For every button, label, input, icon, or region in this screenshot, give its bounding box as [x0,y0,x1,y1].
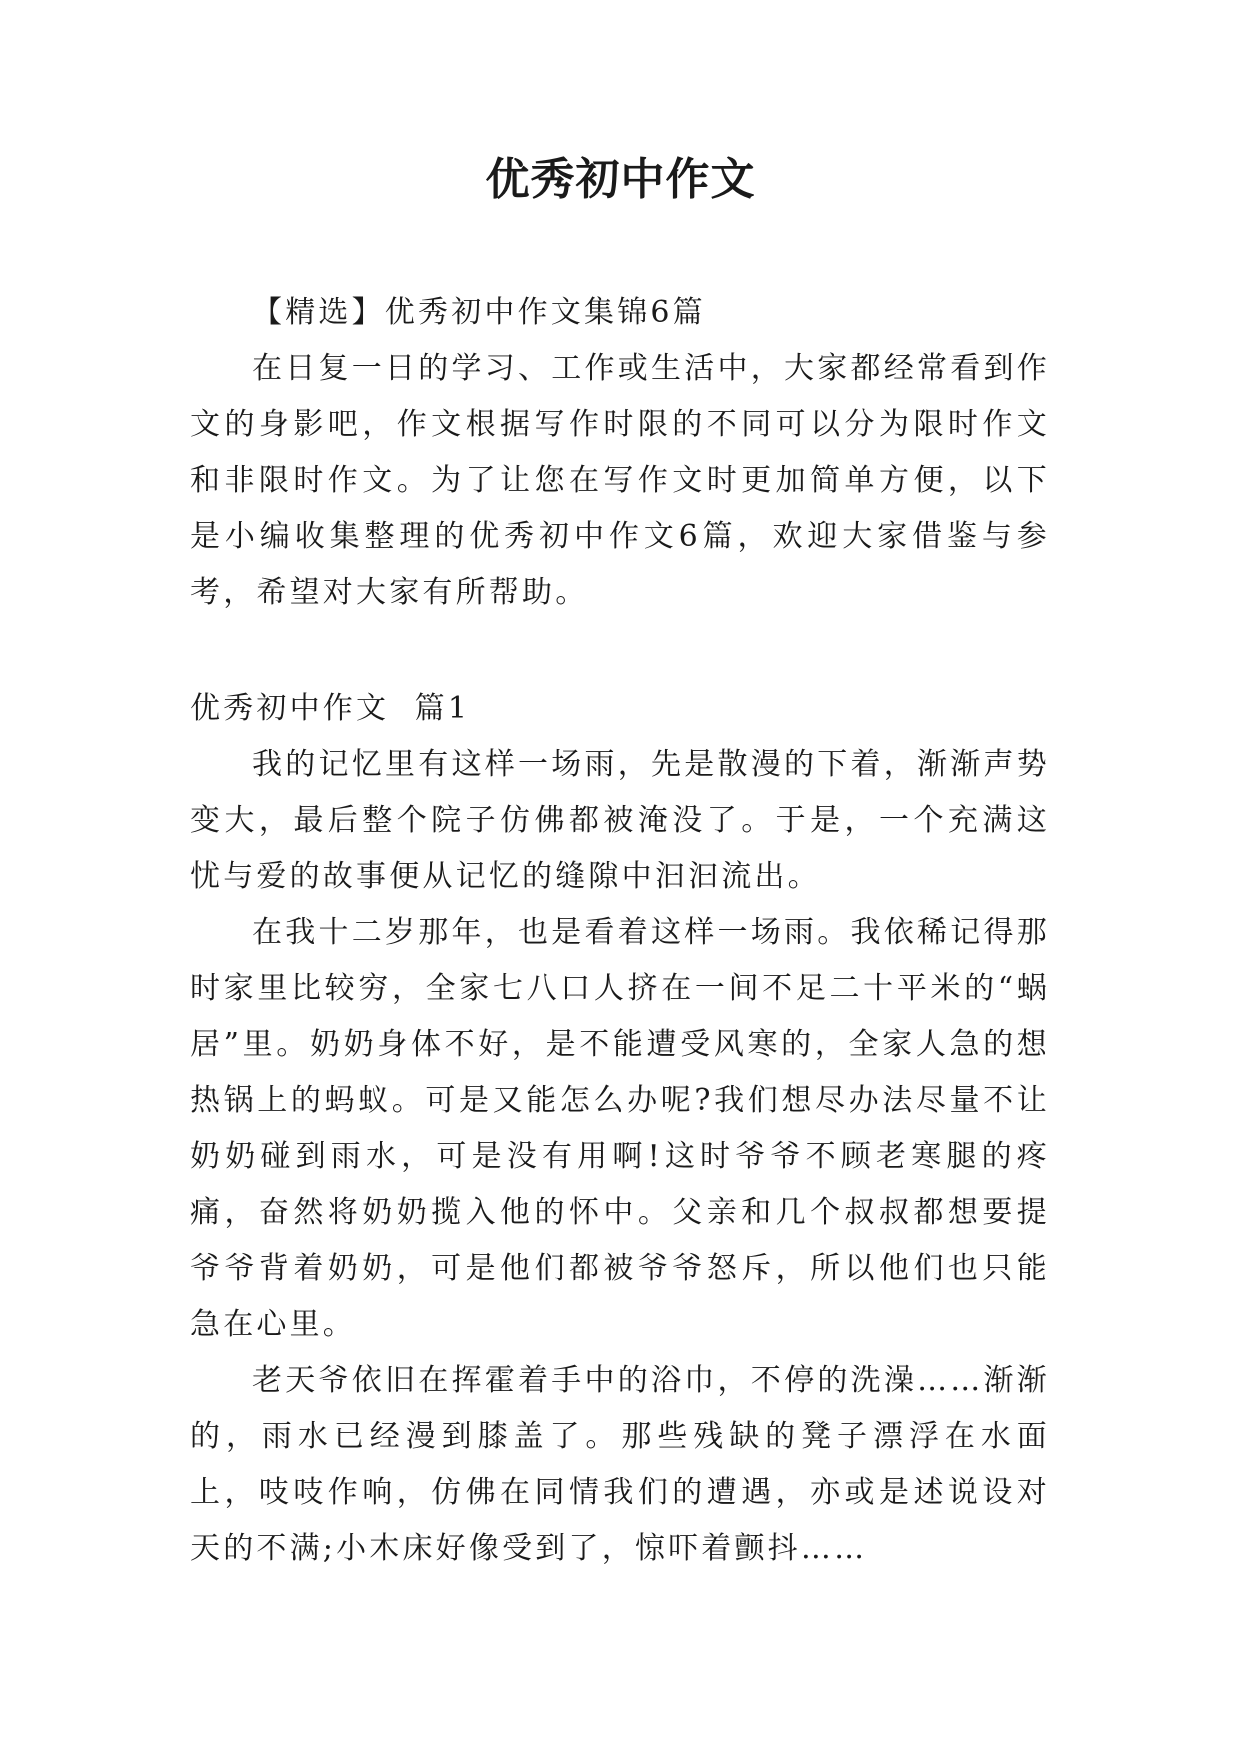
section-heading: 优秀初中作文 篇1 [190,691,471,726]
body-paragraph-1: 我的记忆里有这样一场雨，先是散漫的下着，渐渐声势变大，最后整个院子仿佛都被淹没了。于是，一个充满这忧与爱的故事便从记忆的缝隙中汩汩流出。 [190,747,1050,894]
spacer [190,621,1050,637]
body-paragraph-2: 在我十二岁那年，也是看着这样一场雨。我依稀记得那时家里比较穷，全家七八口人挤在一间不足二十平米的“蜗居”里。奶奶身体不好，是不能遭受风寒的，全家人急的想热锅上的蚂蚁。可是又能怎么办呢?我们想尽办法尽量不让奶奶碰到雨水，可是没有用啊!这时爷爷不顾老寒腿的疼痛，奋然将奶奶揽入他的怀中。父亲和几个叔叔都想要提爷爷背着奶奶，可是他们都被爷爷怒斥，所以他们也只能急在心里。 [190,915,1050,1342]
document-body [190,285,1050,1577]
intro-label: 【精选】优秀初中作文集锦6篇 [252,295,706,330]
intro-paragraph: 在日复一日的学习、工作或生活中，大家都经常看到作文的身影吧，作文根据写作时限的不同可以分为限时作文和非限时作文。为了让您在写作文时更加简单方便，以下是小编收集整理的优秀初中作文6篇，欢迎大家借鉴与参考，希望对大家有所帮助。 [190,351,1050,610]
body-paragraph-3: 老天爷依旧在挥霍着手中的浴巾，不停的洗澡……渐渐的，雨水已经漫到膝盖了。那些残缺的凳子漂浮在水面上，吱吱作响，仿佛在同情我们的遭遇，亦或是述说设对天的不满;小木床好像受到了，惊吓着颤抖…… [190,1363,1050,1566]
document-title: 优秀初中作文 [485,154,756,205]
